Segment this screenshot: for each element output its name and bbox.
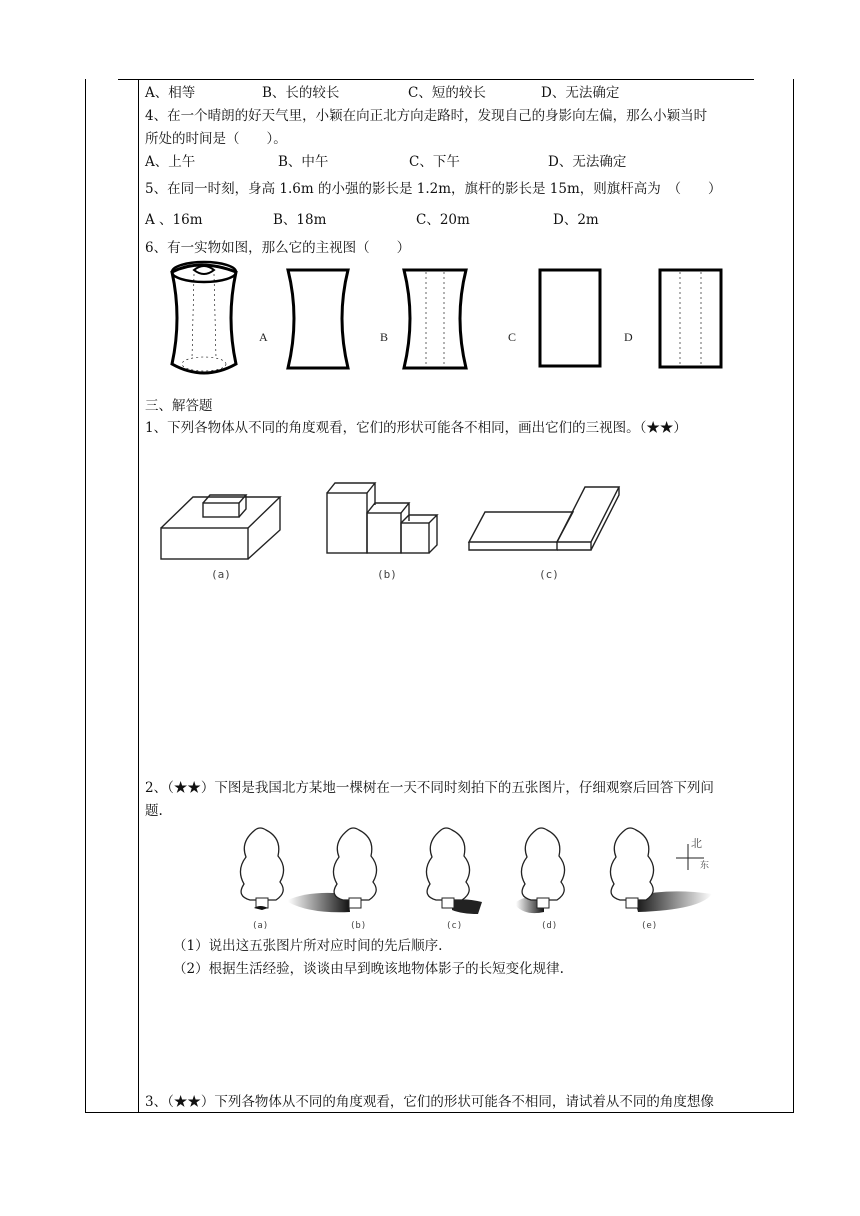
q6-label-c: C — [508, 330, 517, 344]
left-outer-border — [85, 79, 86, 1113]
tree-e-caption: (e) — [641, 921, 658, 931]
compass-east-label: 东 — [700, 861, 710, 871]
tree-b-caption: (b) — [350, 921, 367, 931]
solid-c-caption: (c) — [539, 568, 559, 581]
tree-d — [516, 828, 565, 913]
section3-p3: 3、（★★）下列各物体从不同的角度观看，它们的形状可能各不相同，请试着从不同的角度想像 — [145, 1094, 714, 1110]
tree-d-caption: (d) — [541, 921, 558, 931]
q5-option-b: B、18m — [273, 212, 327, 228]
p1-solids-figure — [155, 475, 635, 585]
q6-option-a-shape — [288, 270, 348, 368]
q6-option-c-shape — [540, 270, 600, 366]
q4-option-a: A、上午 — [145, 154, 196, 170]
tree-b — [288, 828, 377, 912]
q5-line1: 5、在同一时刻，身高 1.6m 的小强的影长是 1.2m，旗杆的影长是 15m，则旗杆高为 （ ） — [145, 181, 722, 197]
q6-option-d-shape — [660, 270, 721, 367]
solid-c — [469, 487, 619, 550]
compass-north-label: 北 — [691, 837, 702, 850]
right-border — [793, 79, 794, 1113]
q6-solid-object — [172, 262, 236, 373]
section3-p2-line2: 题. — [145, 803, 163, 819]
q4-line2: 所处的时间是（ ）。 — [145, 131, 287, 147]
tree-c-caption: (c) — [446, 921, 463, 931]
q3-option-b: B、长的较长 — [262, 85, 340, 101]
q6-label-b: B — [380, 330, 389, 344]
q4-line1: 4、在一个晴朗的好天气里，小颖在向正北方向走路时，发现自己的身影向左偏，那么小颖当时 — [145, 108, 708, 124]
bottom-rule — [85, 1112, 794, 1113]
q5-option-d: D、2m — [553, 212, 599, 228]
q5-option-c: C、20m — [416, 212, 470, 228]
q3-option-c: C、短的较长 — [408, 85, 486, 101]
q3-option-a: A、相等 — [145, 85, 196, 101]
section3-p2-q1: （1）说出这五张图片所对应时间的先后顺序. — [173, 938, 443, 954]
q6-option-b-shape — [404, 270, 466, 368]
solid-a — [161, 495, 280, 559]
q6-line1: 6、有一实物如图，那么它的主视图（ ） — [145, 240, 411, 256]
tree-c — [426, 828, 482, 914]
column-divider — [138, 79, 139, 1113]
solid-b — [327, 483, 437, 553]
tree-a-caption: (a) — [252, 921, 269, 931]
tree-a — [240, 828, 283, 910]
tree-shadow-figure — [230, 822, 720, 934]
q3-option-d: D、无法确定 — [541, 85, 620, 101]
solid-b-caption: (b) — [377, 568, 397, 581]
section3-heading: 三、解答题 — [145, 398, 213, 414]
q6-label-a: A — [259, 330, 268, 344]
section3-p1: 1、下列各物体从不同的角度观看，它们的形状可能各不相同，画出它们的三视图。（★★） — [145, 420, 687, 436]
q6-figure — [160, 258, 750, 383]
solid-a-caption: (a) — [211, 568, 231, 581]
section3-p2-line1: 2、（★★）下图是我国北方某地一棵树在一天不同时刻拍下的五张图片，仔细观察后回答下列问 — [145, 780, 714, 796]
q6-label-d: D — [624, 330, 633, 344]
q4-option-c: C、下午 — [409, 154, 460, 170]
q4-option-b: B、中午 — [278, 154, 329, 170]
q5-option-a: A 、16m — [145, 212, 203, 228]
q4-option-d: D、无法确定 — [548, 154, 627, 170]
section3-p2-q2: （2）根据生活经验，谈谈由早到晚该地物体影子的长短变化规律. — [173, 961, 564, 977]
top-rule — [118, 79, 754, 80]
